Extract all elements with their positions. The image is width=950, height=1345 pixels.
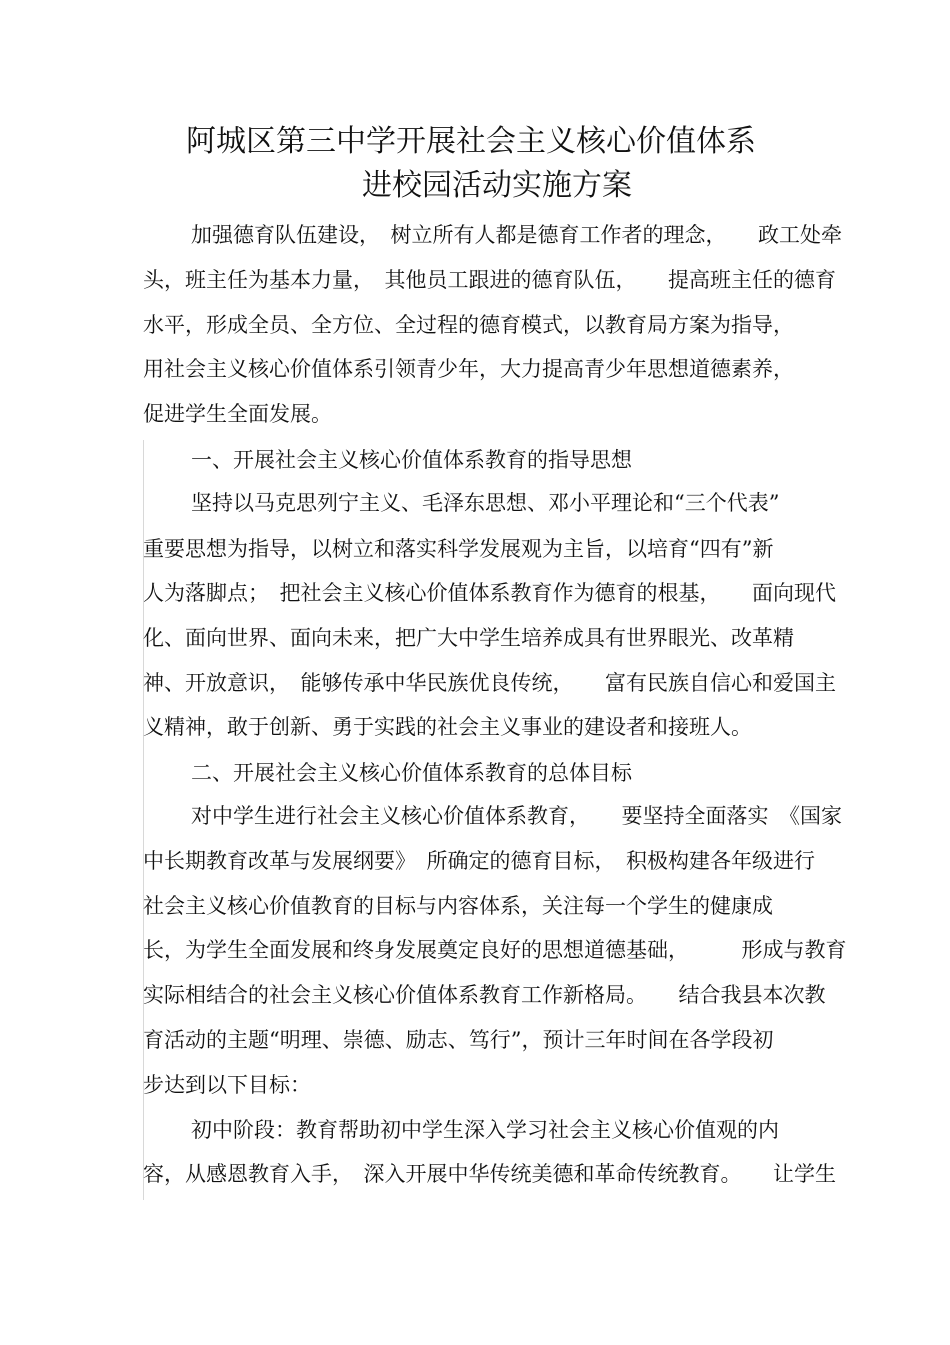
- body-line: 对中学生进行社会主义核心价值体系教育， 要坚持全面落实 《国家: [191, 804, 842, 828]
- body-line: 中长期教育改革与发展纲要》 所确定的德育目标， 积极构建各年级进行: [143, 849, 815, 873]
- body-line: 容，从感恩教育入手， 深入开展中华传统美德和革命传统教育。 让学生: [143, 1162, 836, 1186]
- body-line: 促进学生全面发展。: [143, 402, 332, 426]
- document-title-line-2: 进校园活动实施方案: [362, 168, 632, 203]
- body-line: 神、开放意识， 能够传承中华民族优良传统， 富有民族自信心和爱国主: [143, 671, 836, 695]
- body-line: 水平，形成全员、全方位、全过程的德育模式，以教育局方案为指导，: [143, 313, 794, 337]
- body-line: 实际相结合的社会主义核心价值体系教育工作新格局。 结合我县本次教: [143, 983, 826, 1007]
- body-line: 育活动的主题“明理、崇德、励志、笃行”，预计三年时间在各学段初: [143, 1028, 774, 1052]
- section-heading-2: 二、开展社会主义核心价值体系教育的总体目标: [191, 761, 632, 785]
- body-line: 坚持以马克思列宁主义、毛泽东思想、邓小平理论和“三个代表”: [191, 491, 780, 515]
- body-line: 重要思想为指导，以树立和落实科学发展观为主旨，以培育“四有”新: [143, 537, 774, 561]
- body-line: 长，为学生全面发展和终身发展奠定良好的思想道德基础， 形成与教育: [143, 938, 847, 962]
- body-line: 人为落脚点； 把社会主义核心价值体系教育作为德育的根基， 面向现代: [143, 581, 836, 605]
- body-line: 加强德育队伍建设， 树立所有人都是德育工作者的理念， 政工处牵: [191, 223, 842, 247]
- section-heading-1: 一、开展社会主义核心价值体系教育的指导思想: [191, 448, 632, 472]
- body-line: 义精神，敢于创新、勇于实践的社会主义事业的建设者和接班人。: [143, 715, 752, 739]
- body-line: 化、面向世界、面向未来，把广大中学生培养成具有世界眼光、改革精: [143, 626, 794, 650]
- body-line: 初中阶段：教育帮助初中学生深入学习社会主义核心价值观的内: [191, 1118, 779, 1142]
- body-line: 社会主义核心价值教育的目标与内容体系，关注每一个学生的健康成: [143, 894, 773, 918]
- body-line: 步达到以下目标：: [143, 1073, 311, 1097]
- document-title-line-1: 阿城区第三中学开展社会主义核心价值体系: [186, 124, 756, 159]
- body-line: 用社会主义核心价值体系引领青少年，大力提高青少年思想道德素养，: [143, 357, 794, 381]
- body-line: 头，班主任为基本力量， 其他员工跟进的德育队伍， 提高班主任的德育: [143, 268, 836, 292]
